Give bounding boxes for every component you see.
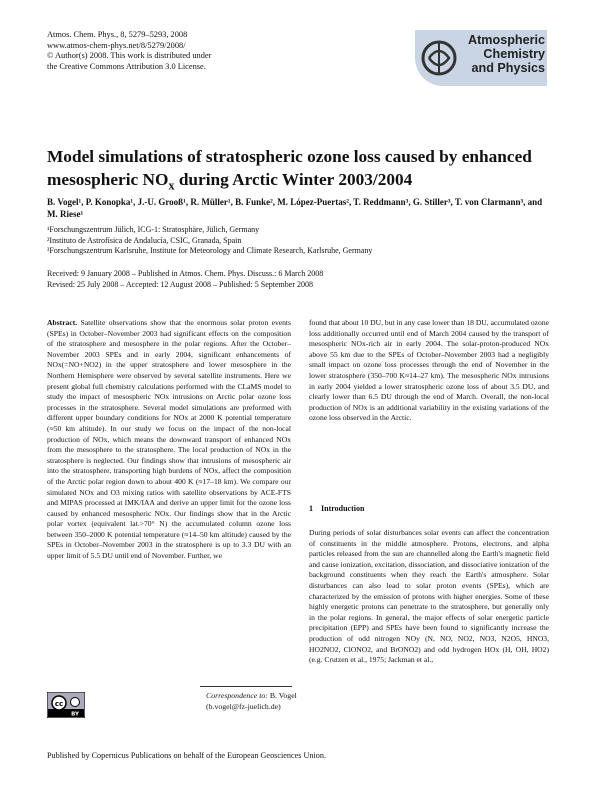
cc-badge-top: cc	[54, 700, 64, 708]
publication-dates	[47, 269, 547, 290]
cc-badge-bottom: BY	[71, 711, 79, 718]
section-heading	[309, 504, 364, 513]
journal-logo	[415, 30, 547, 86]
copyright-line: © Author(s) 2008. This work is distributed under	[47, 51, 212, 61]
correspondence-label: Correspondence to:	[206, 691, 268, 700]
section-number: 1	[309, 504, 313, 513]
cc-by-icon	[47, 692, 85, 718]
affiliation-2: ²Instituto de Astrofísica de Andalucía, CSIC, Granada, Spain	[47, 235, 242, 245]
affiliation-3: ³Forschungszentrum Karlsruhe, Institute for Meteorology and Climate Research, Karlsruhe, Germany	[47, 246, 373, 256]
section-title: Introduction	[321, 504, 365, 513]
received-date: Received: 9 January 2008 – Published in Atmos. Chem. Phys. Discuss.: 6 March 2008	[47, 269, 324, 278]
journal-header	[47, 30, 211, 72]
publisher-footer: Published by Copernicus Publications on behalf of the European Geosciences Union.	[47, 751, 326, 760]
abstract-label: Abstract.	[47, 318, 78, 327]
title-line-2: mesospheric $NO_x$ during Arctic Winter 2003/2004	[47, 170, 413, 193]
abstract-column	[47, 318, 291, 562]
logo-line-1: Atmospheric	[468, 33, 545, 47]
logo-line-2: Chemistry	[483, 47, 545, 61]
correspondence-email[interactable]: (b.vogel@fz-juelich.de)	[206, 702, 281, 711]
url-line[interactable]: www.atmos-chem-phys.net/8/5279/2008/	[47, 40, 186, 50]
abstract-continued: found that about 10 DU, but in any case lower than 18 DU, accumulated ozone loss additionally occurred until end of March 2004 caused by the transport of mesospheric NOx-rich air in early 2004. The solar-proton-produced NOx above 55 km due to the SPEs of October–November 2003 had a negligibly small impact on ozone loss processes through the end of November in the lower stratosphere (350–700 K≈14–27 km). The mesospheric NOx intrusions in early 2004 yielded a lower stratospheric ozone loss of about 3.5 DU, and clearly lower than 6.5 DU through the end of March. Overall, the non-local production of NOx is an additional variability in the existing variations of the ozone loss observed in the Arctic.	[309, 318, 549, 423]
logo-line-3: and Physics	[471, 61, 545, 75]
affiliations	[47, 225, 547, 257]
footnote-rule	[200, 686, 292, 687]
correspondence-note	[206, 690, 297, 712]
paper-title	[47, 145, 547, 191]
title-line-1: Model simulations of stratospheric ozone loss caused by enhanced	[47, 147, 532, 166]
abstract-text: Satellite observations show that the enormous solar proton events (SPEs) in October–November 2003 had significant effects on the composition of the stratosphere and mesosphere in the polar regions. After the October–November 2003 SPEs and in early 2004, significant enhancements of NOx(=NO+NO2) in the upper stratosphere and lower mesosphere in the Northern Hemisphere were observed by several satellite instruments. Here we present global full chemistry calculations performed with the CLaMS model to study the impact of mesospheric NOx intrusions on Arctic polar ozone loss processes in the stratosphere. Several model simulations are preformed with different upper boundary conditions for NOx at 2000 K potential temperature (≈50 km altitude). In our study we focus on the impact of the non-local production of NOx, which means the downward transport of enhanced NOx from the mesosphere to the stratosphere. The local production of NOx in the stratosphere is neglected. Our findings show that intrusions of mesospheric air into the stratosphere, transporting high burdens of NOx, affect the composition of the Arctic polar region down to about 400 K (≈17–18 km). We compare our simulated NOx and O3 mixing ratios with satellite observations by ACE-FTS and MIPAS processed at IMK/IAA and derive an upper limit for the ozone loss caused by enhanced mesospheric NOx. Our findings show that in the Arctic polar vortex (equivalent lat.>70° N) the accumulated column ozone loss between 350–2000 K potential temperature (≈14–50 km altitude) caused by the SPEs in October–November 2003 in the stratosphere is up to 3.3 DU with an upper limit of 5.5 DU until end of November. Further, we	[47, 318, 291, 561]
revised-date: Revised: 25 July 2008 – Accepted: 12 August 2008 – Published: 5 September 2008	[47, 279, 313, 289]
affiliation-1: ¹Forschungszentrum Jülich, ICG-1: Stratosphäre, Jülich, Germany	[47, 225, 260, 234]
author-list: B. Vogel¹, P. Konopka¹, J.-U. Grooß¹, R. Müller¹, B. Funke², M. López-Puertas², T. Reddmann³, G. Stiller³, T. von Clarmann³, and M. Riese¹	[47, 197, 543, 220]
cc-license-badge[interactable]	[47, 692, 85, 718]
citation-line: Atmos. Chem. Phys., 8, 5279–5293, 2008	[47, 30, 188, 39]
license-line: the Creative Commons Attribution 3.0 License.	[47, 61, 206, 71]
egu-emblem-icon	[419, 36, 459, 80]
introduction-text: During periods of solar disturbances solar events can affect the concentration of constituents in the middle atmosphere. Protons, electrons, and alpha particles released from the sun are channelled along the Earth's magnetic field and cause ionization, excitation, dissociation, and dissociative ionization of the background constituents when they reach the Earth's atmosphere. Solar disturbances can also lead to solar proton events (SPEs), which are characterized by the emission of protons with higher energies. Some of these highly energetic protons can penetrate to the stratosphere, but generally only in the polar regions. In general, the major effects of solar energetic particle precipitation (EPP) and SPEs have been found to significantly increase the production of odd nitrogen NOy (N, NO, NO2, NO3, N2O5, HNO3, HO2NO2, ClONO2, and BrONO2) and odd hydrogen HOx (H, OH, HO2) (e.g. Crutzen et al., 1975; Jackman et al.,	[309, 528, 549, 665]
correspondence-name: B. Vogel	[269, 691, 297, 700]
